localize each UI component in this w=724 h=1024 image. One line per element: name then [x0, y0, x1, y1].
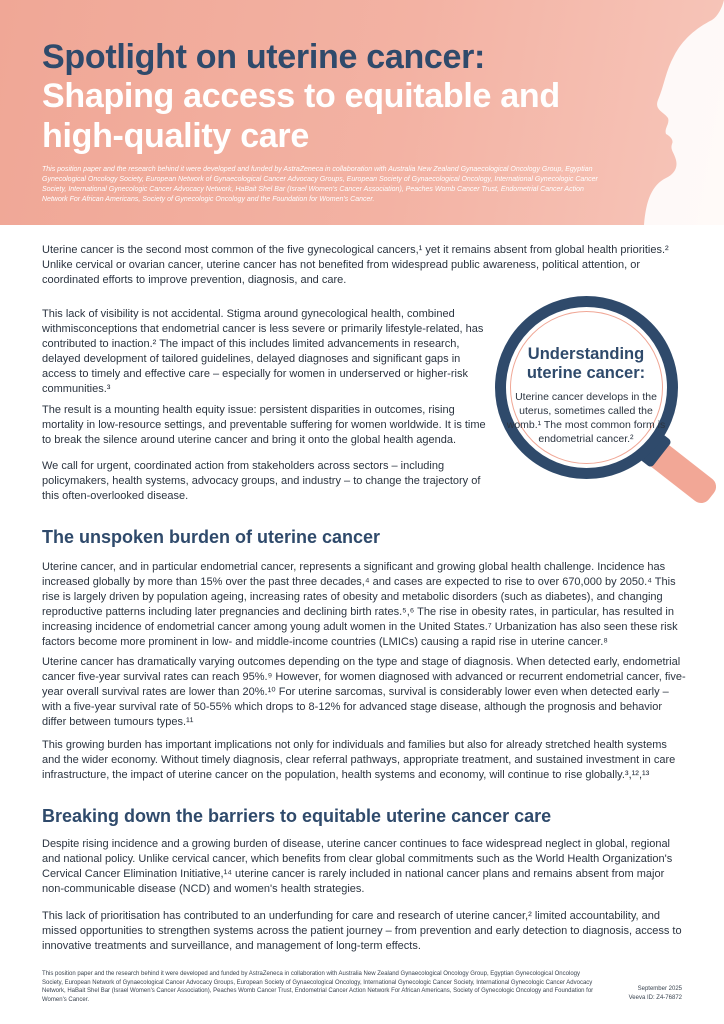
magnifying-glass-icon [495, 296, 678, 479]
footer-veeva-id: Veeva ID: Z4-76872 [628, 994, 682, 1001]
footer-funding-note: This position paper and the research behind it were developed and funded by AstraZeneca in collaboration with Australia New Zealand Gynaecological Oncology Group, Egyptian Gynecological Oncology Society, European Network of Gynaecological Cancer Advocacy Groups, European Society of Gynaecological Oncology, International Gynecologic Cancer Society, International Gynecologic Cancer Advocacy Network, HaBait Shel Bar (Israel Women's Cancer Association), Peaches Womb Cancer Trust, Endometrial Cancer Action Network For African Americans, Society of Gynecologic Oncology and Foundation for Women's Cancer. [42, 971, 594, 1003]
callout-title: Understanding uterine cancer: [526, 345, 646, 382]
intro-paragraph-1: Uterine cancer is the second most common of the five gynecological cancers,¹ yet it remains absent from global health priorities.² Unlike cervical or ovarian cancer, uterine cancer has not benefited from widespread public awareness, political attention, or coordinated efforts to improve prevention, diagnosis, and care. [42, 244, 669, 286]
section-heading-barriers: Breaking down the barriers to equitable uterine cancer care [42, 806, 552, 826]
barriers-paragraph-2: This lack of prioritisation has contributed to an underfunding for care and research of uterine cancer,² limited accountability, and missed opportunities to strengthen systems across the patient journey – from prevention and early detection to diagnosis, access to innovative treatments and surveillance, and management of long-term effects. [42, 910, 682, 952]
burden-paragraph-3: This growing burden has important implications not only for individuals and families but also for already stretched health systems and the wider economy. Without timely diagnosis, clear referral pathways, appropriate treatment, and sustained investment in care infrastructure, the impact of uterine cancer on the population, health systems and economy, will continue to rise globally.³,¹²,¹³ [42, 739, 676, 781]
header-banner [0, 0, 724, 225]
callout-body: Uterine cancer develops in the uterus, sometimes called the womb.¹ The most common form is endometrial cancer.² [506, 391, 666, 445]
header-funding-note: This position paper and the research behind it were developed and funded by AstraZeneca in collaboration with Australia New Zealand Gynaecological Oncology Group, Egyptian Gynecological Oncology Society, European Network of Gynaecological Cancer Advocacy Groups, European Society of Gynaecological Oncology, International Gynecologic Cancer Society, International Gynecologic Cancer Advocacy Network, HaBait Shel Bar (Israel Women's Cancer Association), Peaches Womb Cancer Trust, Endometrial Cancer Action Network For African Americans, Society of Gynecologic Oncology and the Foundation for Women's Cancer. [42, 166, 598, 203]
burden-paragraph-1: Uterine cancer, and in particular endometrial cancer, represents a significant and growing global health challenge. Incidence has increased globally by more than 15% over the past three decades,⁴ and cases are expected to rise to over 670,000 by 2050.⁴ This rise is largely driven by population ageing, increasing rates of obesity and metabolic disorders (such as diabetes), and changing reproductive patterns including later pregnancies and declining birth rates.⁵,⁶ The rise in obesity rates, in particular, has resulted in increasing incidence of endometrial cancer among young adult women in the United States.⁷ Urbanization has also seen these risk factors become more prominent in low- and middle-income countries (LMICs) causing a rapid rise in uterine cancer.⁸ [42, 561, 678, 648]
page-subtitle: Shaping access to equitable and high-quality care [42, 77, 560, 155]
footer-date: September 2025 [637, 986, 682, 992]
burden-paragraph-2: Uterine cancer has dramatically varying outcomes depending on the type and stage of diagnosis. When detected early, endometrial cancer five-year survival rates can reach 95%.⁹ However, for women diagnosed with advanced or recurrent endometrial cancer, five-year overall survival rates are lower than 20%.¹⁰ For uterine sarcomas, survival is considerably lower even when detected early – with a five-year survival rate of 50-55% which drops to 8-12% for advanced stage disease, although the prognosis and behavior differ between tumours types.¹¹ [42, 656, 686, 728]
page-title: Spotlight on uterine cancer: [42, 38, 486, 76]
section-heading-burden: The unspoken burden of uterine cancer [42, 527, 381, 547]
footer-meta [629, 985, 682, 1002]
intro-paragraph-2: This lack of visibility is not accidental. Stigma around gynecological health, combined withmisconceptions that endometrial cancer is less severe or primarily lifestyle-related, has contributed to inaction.² The impact of this includes limited advancements in research, delayed development of tailored guidelines, delayed diagnoses and significant gaps in access to timely and effective care – especially for women in underserved or higher-risk communities.³ [42, 308, 484, 395]
intro-paragraph-3: The result is a mounting health equity issue: persistent disparities in outcomes, rising mortality in low-resource settings, and preventable suffering for women worldwide. It is time to break the silence around uterine cancer and bring it onto the global health agenda. [42, 404, 486, 446]
barriers-paragraph-1: Despite rising incidence and a growing burden of disease, uterine cancer continues to face widespread neglect in global, regional and national policy. Unlike cervical cancer, which benefits from clear global commitments such as the World Health Organization's Cervical Cancer Elimination Initiative,¹⁴ uterine cancer is rarely included in national cancer plans and remains absent from major non-communicable disease (NCD) and women's health strategies. [42, 838, 673, 895]
intro-paragraph-4: We call for urgent, coordinated action from stakeholders across sectors – including policymakers, health systems, advocacy groups, and industry – to change the trajectory of this often-overlooked disease. [42, 460, 481, 502]
